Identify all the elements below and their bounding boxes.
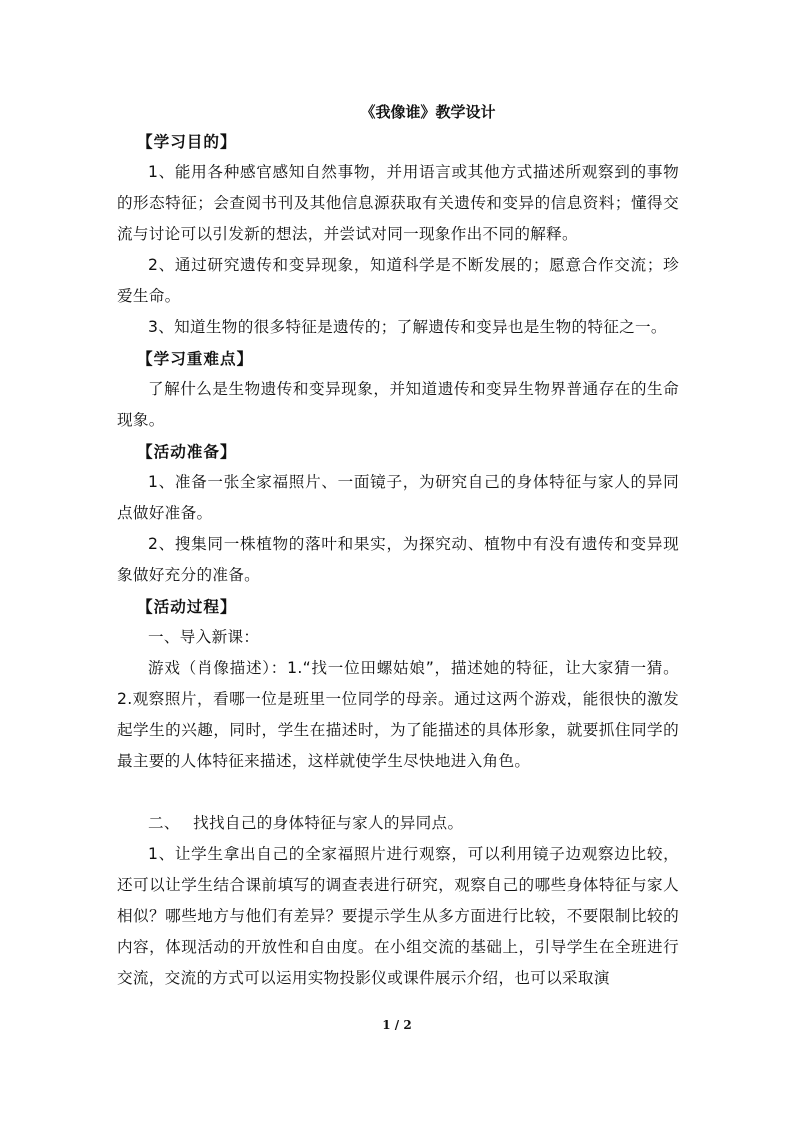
paragraph: 1、能用各种感官感知自然事物，并用语言或其他方式描述所观察到的事物的形态特征；会查阅书刊及其他信息源获取有关遗传和变异的信息资料；懂得交流与讨论可以引发新的想法，并尝试对同一现象作出不同的解释。 (117, 163, 679, 243)
section-heading-key-points: 【学习重难点】 (137, 349, 254, 368)
section-heading-process: 【活动过程】 (137, 597, 237, 616)
paragraph: 一、导入新课： (148, 628, 260, 646)
paragraph: 2、通过研究遗传和变异现象，知道科学是不断发展的；愿意合作交流；珍爱生命。 (117, 256, 679, 305)
section-heading-preparation: 【活动准备】 (137, 442, 237, 461)
section-heading-objectives: 【学习目的】 (137, 132, 237, 151)
paragraph: 2、搜集同一株植物的落叶和果实，为探究动、植物中有没有遗传和变异现象做好充分的准备。 (117, 535, 679, 584)
paragraph: 1、准备一张全家福照片、一面镜子，为研究自己的身体特征与家人的异同点做好准备。 (117, 473, 679, 522)
blank-line (117, 777, 679, 808)
paragraph: 了解什么是生物遗传和变异现象，并知道遗传和变异生物界普通存在的生命现象。 (117, 380, 679, 429)
paragraph: 3、知道生物的很多特征是遗传的；了解遗传和变异也是生物的特征之一。 (148, 318, 667, 336)
document-title: 《我像谁》教学设计 (360, 103, 496, 121)
page-number: 1 / 2 (382, 1018, 412, 1032)
paragraph: 二、 找找自己的身体特征与家人的异同点。 (148, 814, 464, 832)
paragraph: 游戏（肖像描述）：1.“找一位田螺姑娘”，描述她的特征，让大家猜一猜。2.观察照片，看哪一位是班里一位同学的母亲。通过这两个游戏，能很快的激发起学生的兴趣，同时，学生在描述时，为了能描述的具体形象，就要抓住同学的最主要的人体特征来描述，这样就使学生尽快地进入角色。 (117, 659, 679, 770)
document-page (117, 98, 679, 994)
paragraph: 1、让学生拿出自己的全家福照片进行观察，可以利用镜子边观察边比较，还可以让学生结合课前填写的调查表进行研究，观察自己的哪些身体特征与家人相似？哪些地方与他们有差异？要提示学生从多方面进行比较，不要限制比较的内容，体现活动的开放性和自由度。在小组交流的基础上，引导学生在全班进行交流，交流的方式可以运用实物投影仪或课件展示介绍，也可以采取演 (117, 845, 679, 987)
